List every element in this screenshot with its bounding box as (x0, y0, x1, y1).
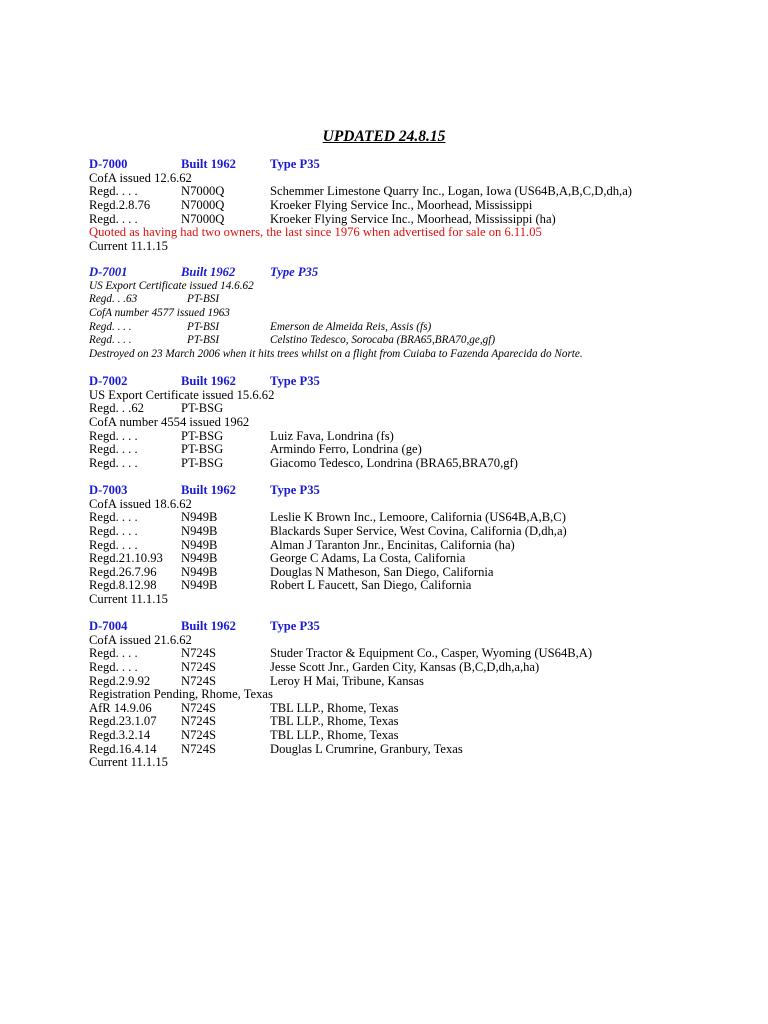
history-line (89, 634, 759, 648)
build-year: Built 1962 (181, 265, 236, 279)
registration-mark: N949B (181, 537, 218, 552)
owner-details: Emerson de Almeida Reis, Assis (fs) (270, 320, 432, 333)
history-line (89, 566, 759, 580)
registration-mark: N724S (181, 728, 216, 743)
entry-date: Regd.23.1.07 (89, 714, 157, 729)
entry-date: Regd. . .63 (89, 293, 138, 306)
history-line (89, 334, 759, 348)
registration-mark: PT-BSG (181, 401, 224, 416)
registration-mark: PT-BSG (181, 428, 224, 443)
record-d7004 (89, 620, 759, 770)
entry-date: CofA issued 21.6.62 (89, 632, 192, 647)
entry-date: Current 11.1.15 (89, 592, 168, 607)
entry-date: Regd. . . . (89, 320, 132, 333)
history-line (89, 593, 759, 607)
owner-details: Giacomo Tedesco, Londrina (BRA65,BRA70,gf) (270, 455, 518, 470)
owner-details: Blackards Super Service, West Covina, California (D,dh,a) (270, 523, 567, 538)
entry-date: Regd. . . . (89, 646, 138, 661)
history-line (89, 293, 759, 307)
entry-date: Quoted as having had two owners, the last since 1976 when advertised for sale on 6.11.05 (89, 225, 542, 240)
registration-mark: N724S (181, 741, 216, 756)
registration-mark: PT-BSI (187, 293, 220, 306)
history-line (89, 416, 759, 430)
record-heading (89, 375, 759, 389)
registration-mark: N7000Q (181, 211, 225, 226)
aircraft-id: D-7002 (89, 374, 128, 388)
registration-mark: N949B (181, 523, 218, 538)
history-line (89, 348, 759, 362)
owner-details: Kroeker Flying Service Inc., Moorhead, Mississippi (270, 197, 533, 212)
owner-details: Douglas N Matheson, San Diego, California (270, 564, 494, 579)
entry-date: Regd. . . . (89, 659, 138, 674)
entry-date: Current 11.1.15 (89, 238, 168, 253)
history-line (89, 226, 759, 240)
build-year: Built 1962 (181, 483, 236, 497)
history-line (89, 457, 759, 471)
record-heading (89, 266, 759, 280)
owner-details: Leroy H Mai, Tribune, Kansas (270, 673, 424, 688)
registration-mark: N949B (181, 510, 218, 525)
entry-date: Regd. . . . (89, 455, 138, 470)
registration-mark: N724S (181, 714, 216, 729)
history-line (89, 240, 759, 254)
registration-mark: N949B (181, 551, 218, 566)
build-year: Built 1962 (181, 374, 236, 388)
owner-details: Studer Tractor & Equipment Co., Casper, Wyoming (US64B,A) (270, 646, 593, 661)
owner-details: George C Adams, La Costa, California (270, 551, 466, 566)
history-line (89, 661, 759, 675)
record-d7000 (89, 158, 759, 253)
registration-mark: N949B (181, 564, 218, 579)
history-line (89, 743, 759, 757)
entry-date: Regd.8.12.98 (89, 578, 157, 593)
aircraft-id: D-7004 (89, 619, 128, 633)
aircraft-id: D-7000 (89, 157, 128, 171)
record-d7001 (89, 266, 759, 361)
history-line (89, 280, 759, 294)
history-line (89, 729, 759, 743)
owner-details: Alman J Taranton Jnr., Encinitas, California (ha) (270, 537, 515, 552)
entry-date: Regd. . . . (89, 523, 138, 538)
owner-details: Douglas L Crumrine, Granbury, Texas (270, 741, 463, 756)
build-year: Built 1962 (181, 619, 236, 633)
history-line (89, 688, 759, 702)
history-line (89, 715, 759, 729)
history-line (89, 756, 759, 770)
record-heading (89, 158, 759, 172)
page-title: UPDATED 24.8.15 (322, 128, 446, 145)
owner-details: Armindo Ferro, Londrina (ge) (270, 442, 422, 457)
aircraft-id: D-7003 (89, 483, 128, 497)
entry-date: US Export Certificate issued 14.6.62 (89, 279, 254, 292)
history-line (89, 172, 759, 186)
owner-details: Leslie K Brown Inc., Lemoore, California (US64B,A,B,C) (270, 510, 566, 525)
owner-details: Jesse Scott Jnr., Garden City, Kansas (B,C,D,dh,a,ha) (270, 659, 540, 674)
aircraft-type: Type P35 (270, 483, 320, 497)
entry-date: Regd. . . . (89, 537, 138, 552)
history-line (89, 525, 759, 539)
history-line (89, 702, 759, 716)
registration-mark: N724S (181, 700, 216, 715)
entry-date: Registration Pending, Rhome, Texas (89, 687, 273, 702)
entry-date: Regd. . . . (89, 428, 138, 443)
aircraft-type: Type P35 (270, 157, 320, 171)
owner-details: TBL LLP., Rhome, Texas (270, 714, 399, 729)
history-line (89, 511, 759, 525)
history-line (89, 321, 759, 335)
entry-date: Regd. . .62 (89, 401, 144, 416)
registration-mark: N7000Q (181, 184, 225, 199)
history-line (89, 552, 759, 566)
entry-date: Regd.16.4.14 (89, 741, 157, 756)
history-line (89, 185, 759, 199)
registration-mark: PT-BSI (187, 334, 220, 347)
registration-mark: N724S (181, 659, 216, 674)
history-line (89, 213, 759, 227)
registration-mark: PT-BSG (181, 442, 224, 457)
history-line (89, 402, 759, 416)
owner-details: Celstino Tedesco, Sorocaba (BRA65,BRA70,ge,gf) (270, 334, 496, 347)
registration-mark: N724S (181, 646, 216, 661)
owner-details: Schemmer Limestone Quarry Inc., Logan, Iowa (US64B,A,B,C,D,dh,a) (270, 184, 632, 199)
history-line (89, 389, 759, 403)
entry-date: CofA issued 12.6.62 (89, 170, 192, 185)
entry-date: CofA number 4554 issued 1962 (89, 414, 250, 429)
registration-mark: N7000Q (181, 197, 225, 212)
owner-details: TBL LLP., Rhome, Texas (270, 728, 399, 743)
history-line (89, 579, 759, 593)
owner-details: TBL LLP., Rhome, Texas (270, 700, 399, 715)
entry-date: AfR 14.9.06 (89, 700, 152, 715)
record-d7002 (89, 375, 759, 470)
entry-date: Regd. . . . (89, 211, 138, 226)
entry-date: Regd. . . . (89, 334, 132, 347)
entry-date: Regd.3.2.14 (89, 728, 151, 743)
entry-date: US Export Certificate issued 15.6.62 (89, 387, 275, 402)
entry-date: CofA number 4577 issued 1963 (89, 306, 230, 319)
entry-date: Regd.21.10.93 (89, 551, 163, 566)
entry-date: Regd. . . . (89, 442, 138, 457)
entry-date: Regd.26.7.96 (89, 564, 157, 579)
entry-date: Regd. . . . (89, 510, 138, 525)
history-line (89, 443, 759, 457)
owner-details: Luiz Fava, Londrina (fs) (270, 428, 394, 443)
registration-mark: PT-BSI (187, 320, 220, 333)
registration-mark: N949B (181, 578, 218, 593)
registration-mark: N724S (181, 673, 216, 688)
history-line (89, 430, 759, 444)
aircraft-type: Type P35 (270, 265, 319, 279)
history-line (89, 539, 759, 553)
entry-date: Regd.2.9.92 (89, 673, 151, 688)
entry-date: Regd.2.8.76 (89, 197, 151, 212)
owner-details: Kroeker Flying Service Inc., Moorhead, Mississippi (ha) (270, 211, 556, 226)
history-line (89, 498, 759, 512)
history-line (89, 307, 759, 321)
history-line (89, 675, 759, 689)
registration-mark: PT-BSG (181, 455, 224, 470)
history-line (89, 647, 759, 661)
record-heading (89, 484, 759, 498)
entry-date: CofA issued 18.6.62 (89, 496, 192, 511)
entry-date: Destroyed on 23 March 2006 when it hits trees whilst on a flight from Cuiaba to Fazenda Aparecida do Norte. (89, 347, 583, 360)
entry-date: Current 11.1.15 (89, 755, 168, 770)
entry-date: Regd. . . . (89, 184, 138, 199)
aircraft-id: D-7001 (89, 265, 128, 279)
history-line (89, 199, 759, 213)
record-d7003 (89, 484, 759, 607)
aircraft-type: Type P35 (270, 374, 320, 388)
owner-details: Robert L Faucett, San Diego, California (270, 578, 472, 593)
aircraft-type: Type P35 (270, 619, 320, 633)
record-heading (89, 620, 759, 634)
build-year: Built 1962 (181, 157, 236, 171)
